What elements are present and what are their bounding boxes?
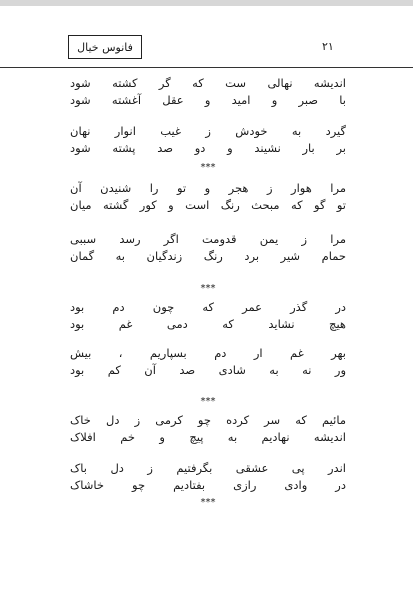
stanza-7	[70, 412, 346, 446]
verse-line: بر بار نشیند و دو صد پشته شود	[70, 141, 346, 155]
verse-line: مرا ز یمن قدومت اگر رسد سببی	[70, 232, 346, 246]
page-title: فانوس خیال	[68, 35, 142, 59]
verse-line: در وادی رازی بفتادیم چو خاشاک	[70, 478, 346, 492]
verse-line: با صبر و امید و عقل آغشته شود	[70, 93, 346, 107]
header-divider	[0, 67, 413, 68]
section-separator: ***	[200, 283, 216, 294]
section-separator: ***	[200, 162, 216, 173]
verse-line: حمام شیر برد رنگ زندگیان به گمان	[70, 249, 346, 263]
stanza-1	[70, 75, 346, 109]
section-separator: ***	[200, 396, 216, 407]
verse-line: گیرد به خودش ز غیب انوار نهان	[70, 124, 346, 138]
verse-line: ور نه به شادی صد آن کم بود	[70, 363, 346, 377]
verse-line: مائیم که سر کرده چو کرمی ز دل خاک	[70, 413, 346, 427]
stanza-4	[70, 231, 346, 265]
verse-line: مرا هوار ز هجر و تو را شنیدن آن	[70, 181, 346, 195]
verse-line: اندیشه نهالی ست که گر کشته شود	[70, 76, 346, 90]
stanza-5	[70, 299, 346, 333]
verse-line: هیچ نشاید که دمی غم بود	[70, 317, 346, 331]
top-border	[0, 0, 413, 6]
section-separator: ***	[200, 497, 216, 508]
page-number: ۲۱	[322, 40, 334, 53]
stanza-8	[70, 460, 346, 494]
verse-line: اندر پی عشقی بگرفتیم ز دل باک	[70, 461, 346, 475]
stanza-3	[70, 180, 346, 214]
stanza-2	[70, 123, 346, 157]
verse-line: بهر غم ار دم بسپاریم ، بیش	[70, 346, 346, 360]
verse-line: اندیشه نهادیم به پیچ و خم افلاک	[70, 430, 346, 444]
verse-line: تو گو که مبحث رنگ است و کور گشته میان	[70, 198, 346, 212]
stanza-6	[70, 345, 346, 379]
verse-line: در گذر عمر که چون دم بود	[70, 300, 346, 314]
